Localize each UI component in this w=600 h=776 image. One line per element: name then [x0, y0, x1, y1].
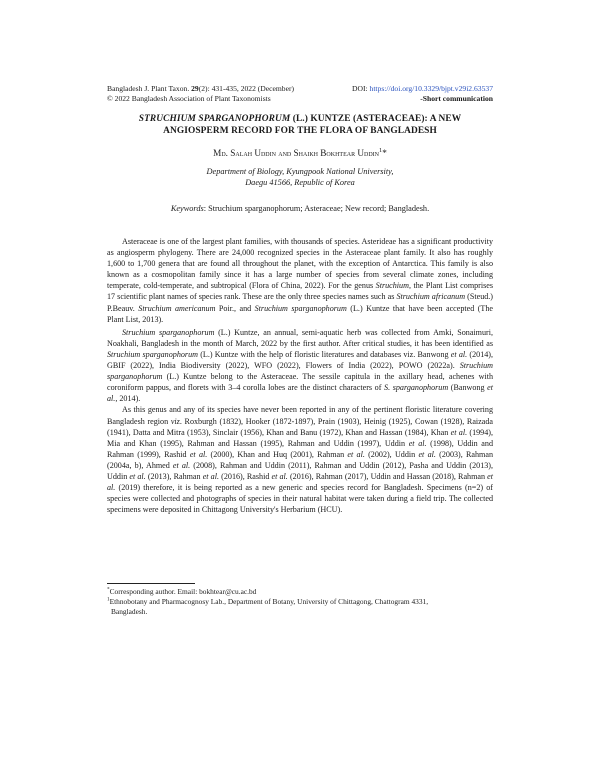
title-species: STRUCHIUM SPARGANOPHORUM: [138, 114, 291, 124]
affiliation-line2: Daegu 41566, Republic of Korea: [245, 178, 355, 187]
title-line2: ANGIOSPERM RECORD FOR THE FLORA OF BANGLADESH: [163, 126, 437, 136]
author-affil-mark: 1: [379, 146, 383, 154]
affiliation: [100, 166, 500, 188]
footnote-affiliation-cont: Bangladesh.: [111, 607, 148, 616]
keywords-label: Keywords: [170, 204, 204, 213]
article-title: [100, 113, 500, 137]
paragraph-2: Struchium sparganophorum (L.) Kuntze, an annual, semi-aquatic herb was collected from Amki, Sonaimuri, Noakhali, Bangladesh in the month of March, 2022 by the first author. After critical studies, it has been identified as Struchium sparganophorum (L.) Kuntze with the help of floristic literatures and databases viz. Banwong et al. (2014), GBIF (2022), India Biodiversity (2022), WFO (2022), Flowers of India (2022), POWO (2022a). Struchium sparganophorum (L.) Kuntze belong to the Asteraceae. The sessile capitula in the axillary head, achenes with coroniform pappus, and florets with 3–4 corolla lobes are the distinct characters of S. sparganophorum (Banwong et al., 2014).: [107, 327, 494, 404]
author-list: [100, 148, 500, 158]
journal-volume: 29: [191, 84, 199, 93]
paragraph-1: Asteraceae is one of the largest plant families, with thousands of species. Asterideae has a significant productivity as angiosperm phylogeny. There are 24,000 recognized species in the Asteraceae plant family. It also has roughly 1,600 to 1,700 genera that are found all throughout the planet, with the exception of Antarctica. This family is also known as a cosmopolitan family since it has a large number of species from several climate zones, including temperate, cold-temperate, and subtropical (Flora of China, 2022). For the genus Struchium, the Plant List comprises 17 scientific plant names of species rank. These are the only three species names such as Struchium africanum (Steud.) P.Beauv. Struchium americanum Poir., and Struchium sparganophorum (L.) Kuntze that have been accepted (The Plant List, 2013).: [107, 237, 494, 324]
title-line1-rest: (L.) KUNTZE (ASTERACEAE): A NEW: [292, 114, 462, 124]
journal-copyright-line: [107, 94, 493, 104]
article-type: -Short communication: [420, 94, 493, 103]
author-corresponding-mark: *: [382, 148, 387, 158]
doi-link[interactable]: https://doi.org/10.3329/bjpt.v29i2.63537: [369, 84, 493, 93]
footnote-corresponding: *Corresponding author. Email: bokhtear@cu.ac.bd: [107, 586, 257, 596]
copyright: © 2022 Bangladesh Association of Plant Taxonomists: [107, 94, 271, 103]
keywords: [100, 204, 500, 213]
journal-issue-pages: (2): 431-435, 2022 (December): [198, 84, 295, 93]
journal-citation: [107, 84, 493, 94]
author-names: Md. Salah Uddin and Shaikh Bokhtear Uddin: [213, 148, 380, 158]
doi-label: DOI:: [352, 84, 368, 93]
footnotes: [107, 587, 493, 617]
doi: [352, 84, 493, 94]
article-body: [107, 236, 493, 515]
paragraph-3: As this genus and any of its species have never been reported in any of the pertinent floristic literature covering Bangladesh region viz. Roxburgh (1832), Hooker (1872-1897), Prain (1903), Heinig (1925), Cowan (1928), Raizada (1941), Datta and Mitra (1953), Sinclair (1956), Khan and Banu (1972), Khan and Hassan (1984), Khan et al. (1994), Mia and Khan (1995), Rahman and Hassan (1995), Rahman and Uddin (1997), Uddin et al. (1998), Uddin and Rahman (1999), Rashid et al. (2000), Khan and Huq (2001), Rahman et al. (2002), Uddin et al. (2003), Rahman (2004a, b), Ahmed et al. (2008), Rahman and Uddin (2011), Rahman and Uddin (2012), Pasha and Uddin (2013), Uddin et al. (2013), Rahman et al. (2016), Rashid et al. (2016), Rahman (2017), Uddin and Hassan (2018), Rahman et al. (2019) therefore, it is being reported as a new generic and species record for Bangladesh. Specimens (n=2) of species were collected and photographs of species in their natural habitat were taken during a field trip. The collected specimens were deposited in Chittagong University's Herbarium (HCU).: [107, 405, 494, 515]
keywords-text: : Struchium sparganophorum; Asteraceae; New record; Bangladesh.: [203, 204, 430, 213]
journal-name: Bangladesh J. Plant Taxon.: [107, 84, 190, 93]
footnote-divider: [107, 583, 195, 584]
affiliation-line1: Department of Biology, Kyungpook National University,: [206, 167, 394, 176]
footnote-affiliation: $^1$Ethnobotany and Pharmacognosy Lab., Department of Botany, University of Chittagong, Chattogram 4331,: [107, 596, 429, 606]
